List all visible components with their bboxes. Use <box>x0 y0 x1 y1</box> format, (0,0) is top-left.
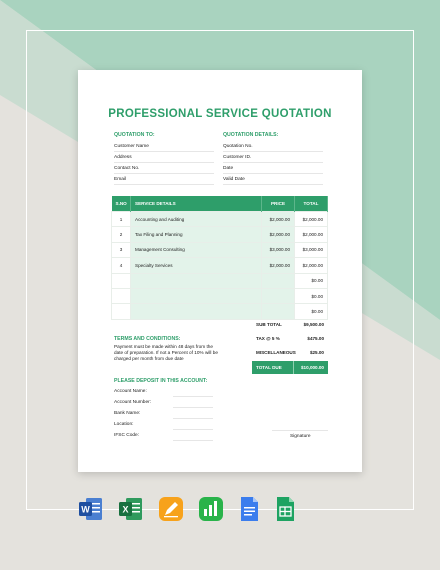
table-row <box>112 304 328 319</box>
contact-no-line <box>114 173 214 174</box>
row-price <box>262 273 295 288</box>
valid-date-label: Valid Date <box>223 177 245 182</box>
tax-value: $475.00 <box>307 336 324 341</box>
word-icon[interactable] <box>78 496 104 522</box>
row-total: $0.00 <box>295 288 328 303</box>
table-row <box>112 258 328 273</box>
account-number-label: Account Number: <box>114 400 152 405</box>
sub-total-row <box>252 318 328 331</box>
row-total: $2,000.00 <box>295 227 328 242</box>
date-label: Date <box>223 166 234 171</box>
numbers-icon[interactable] <box>198 496 224 522</box>
account-name-label: Account Name: <box>114 389 147 394</box>
row-price: $2,000.00 <box>262 258 295 273</box>
tax-row <box>252 332 328 345</box>
row-sno <box>112 273 131 288</box>
contact-no-label: Contact No. <box>114 166 140 171</box>
sub-total-value: $9,500.00 <box>303 322 324 327</box>
google-docs-icon[interactable] <box>236 496 262 522</box>
email-label: Email <box>114 177 126 182</box>
table-row <box>112 273 328 288</box>
row-price: $3,000.00 <box>262 242 295 257</box>
header-service-details: SERVICE DETAILS <box>131 196 262 212</box>
deposit-heading: PLEASE DEPOSIT IN THIS ACCOUNT: <box>114 378 208 384</box>
miscellaneous-row <box>252 346 328 359</box>
row-service <box>131 273 262 288</box>
ifsc-code-line <box>173 440 213 441</box>
signature-line <box>272 430 328 431</box>
customer-name-line <box>114 151 214 152</box>
svg-text:X: X <box>122 504 129 515</box>
header-total: TOTAL <box>295 196 328 212</box>
signature-label: Signature <box>290 434 311 439</box>
row-price: $2,000.00 <box>262 212 295 227</box>
sub-total-label: SUB TOTAL <box>256 322 282 327</box>
bank-name-line <box>173 418 213 419</box>
customer-id-line <box>223 162 323 163</box>
row-service <box>131 304 262 319</box>
total-due-separator <box>293 361 294 374</box>
account-number-line <box>173 407 213 408</box>
terms-heading: TERMS AND CONDITIONS: <box>114 336 181 342</box>
customer-id-label: Customer ID. <box>223 155 252 160</box>
customer-name-label: Customer Name <box>114 144 149 149</box>
row-price <box>262 288 295 303</box>
miscellaneous-value: $25.00 <box>309 350 324 355</box>
quotation-to-heading: QUOTATION TO: <box>114 132 155 138</box>
location-label: Location: <box>114 422 134 427</box>
quotation-document <box>78 70 362 472</box>
document-title: PROFESSIONAL SERVICE QUOTATION <box>108 108 332 120</box>
table-header-row <box>112 196 328 212</box>
row-sno <box>112 304 131 319</box>
row-total: $0.00 <box>295 273 328 288</box>
header-sno: S.NO <box>112 196 131 212</box>
date-line <box>223 173 323 174</box>
row-sno: 1 <box>112 212 131 227</box>
terms-text: Payment must be made within 48 days from the date of preparation. If not a Percent of 10% will be charged per month from due date <box>114 344 218 362</box>
row-price <box>262 304 295 319</box>
table-row <box>112 212 328 227</box>
row-sno: 4 <box>112 258 131 273</box>
address-label: Address <box>114 155 132 160</box>
row-service: Specialty Services <box>131 258 262 273</box>
email-line <box>114 184 214 185</box>
row-sno: 3 <box>112 242 131 257</box>
valid-date-line <box>223 184 323 185</box>
account-name-line <box>173 396 213 397</box>
header-price: PRICE <box>262 196 295 212</box>
svg-text:W: W <box>81 504 90 515</box>
miscellaneous-label: MISCELLANEOUS <box>256 350 296 355</box>
total-due-label: TOTAL DUE <box>256 365 282 370</box>
bank-name-label: Bank Name: <box>114 411 141 416</box>
table-row <box>112 242 328 257</box>
tax-label: TAX @ 5 % <box>256 336 280 341</box>
quotation-details-heading: QUOTATION DETAILS: <box>223 132 279 138</box>
row-sno: 2 <box>112 227 131 242</box>
services-table <box>111 196 328 320</box>
row-service <box>131 288 262 303</box>
quotation-no-line <box>223 151 323 152</box>
row-total: $2,000.00 <box>295 258 328 273</box>
quotation-no-label: Quotation No. <box>223 144 253 149</box>
table-row <box>112 227 328 242</box>
row-sno <box>112 288 131 303</box>
app-icons-row <box>0 496 440 526</box>
location-line <box>173 429 213 430</box>
row-service: Tax Filing and Planning <box>131 227 262 242</box>
address-line <box>114 162 214 163</box>
excel-icon[interactable] <box>118 496 144 522</box>
ifsc-code-label: IFSC Code: <box>114 433 140 438</box>
row-total: $3,000.00 <box>295 242 328 257</box>
row-price: $2,000.00 <box>262 227 295 242</box>
row-total: $2,000.00 <box>295 212 328 227</box>
row-total: $0.00 <box>295 304 328 319</box>
total-due-value: $10,000.00 <box>301 365 324 370</box>
row-service: Accounting and Auditing <box>131 212 262 227</box>
total-due-row <box>252 361 328 374</box>
pages-icon[interactable] <box>158 496 184 522</box>
row-service: Management Consulting <box>131 242 262 257</box>
table-row <box>112 288 328 303</box>
google-sheets-icon[interactable] <box>272 496 298 522</box>
